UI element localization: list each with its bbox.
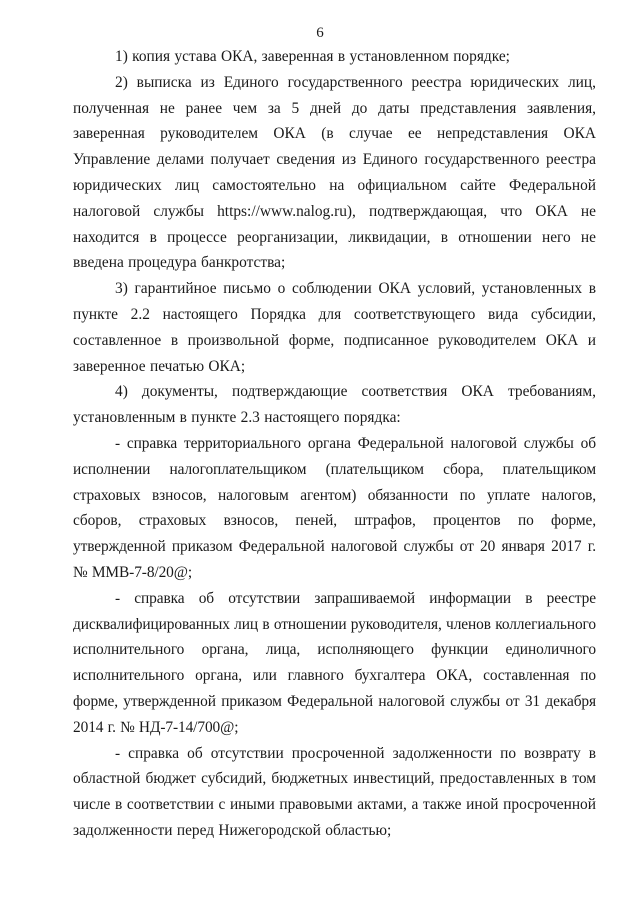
- paragraph-tax-certificate: - справка территориального органа Федеральной налоговой службы об исполнении налогоплательщиком (плательщиком сбора, плательщиком страховых взносов, налоговым агентом) обязанности по уплате налогов, сборов, страховых взносов, пеней, штрафов, процентов по форме, утвержденной приказом Федеральной налоговой службы от 20 января 2017 г. № ММВ-7-8/20@;: [73, 434, 596, 581]
- document-body: [73, 44, 596, 844]
- paragraph-overdue-debt: - справка об отсутствии просроченной задолженности по возврату в областной бюджет субсидий, бюджетных инвестиций, предоставленных в том числе в соответствии с иными правовыми актами, а также иной просроченной задолженности перед Нижегородской областью;: [73, 744, 596, 839]
- page-number: 6: [316, 25, 324, 41]
- paragraph-item-1: 1) копия устава ОКА, заверенная в установленном порядке;: [115, 48, 510, 65]
- paragraph-disqualified-registry: - справка об отсутствии запрашиваемой информации в реестре дисквалифицированных лиц в отношении руководителя, членов коллегиального исполнительного органа, лица, исполняющего функции единоличного исполнительного органа, или главного бухгалтера ОКА, составленная по форме, утвержденной приказом Федеральной налоговой службы от 31 декабря 2014 г. № НД-7-14/700@;: [73, 589, 596, 736]
- paragraph-item-4: 4) документы, подтверждающие соответствия ОКА требованиям, установленным в пункте 2.3 настоящего порядка:: [73, 383, 596, 427]
- paragraph-item-2: 2) выписка из Единого государственного реестра юридических лиц, полученная не ранее чем за 5 дней до даты представления заявления, заверенная руководителем ОКА (в случае ее непредставления ОКА Управление делами получает сведения из Единого государственного реестра юридических лиц самостоятельно на официальном сайте Федеральной налоговой службы https://www.nalog.ru), подтверждающая, что ОКА не находится в процессе реорганизации, ликвидации, в отношении него не введена процедура банкротства;: [73, 73, 596, 272]
- paragraph-item-3: 3) гарантийное письмо о соблюдении ОКА условий, установленных в пункте 2.2 настоящего Порядка для соответствующего вида субсидии, составленное в произвольной форме, подписанное руководителем ОКА и заверенное печатью ОКА;: [73, 280, 596, 375]
